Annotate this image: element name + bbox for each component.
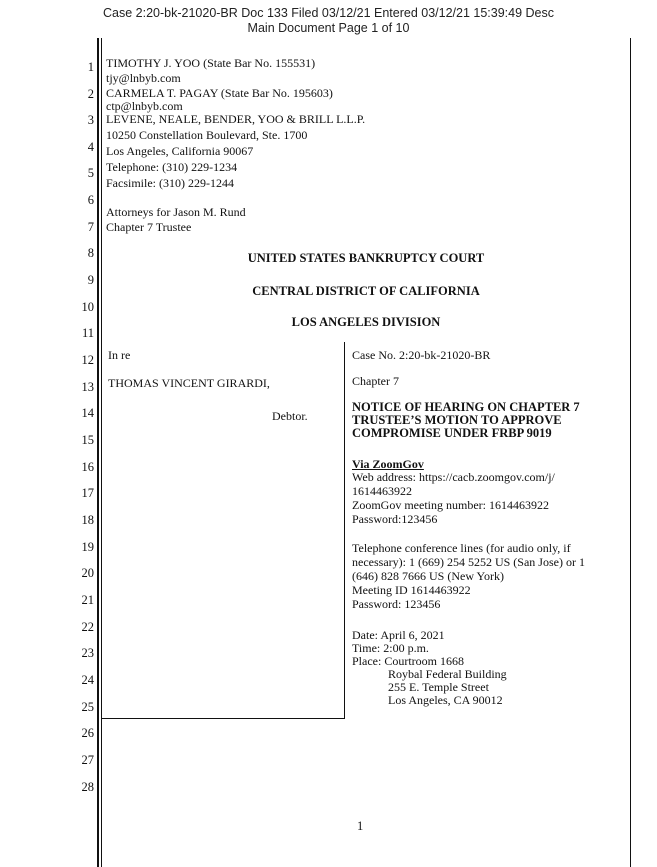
counsel-telephone: Telephone: (310) 229-1234 [106, 160, 238, 174]
debtor-label: Debtor. [272, 409, 308, 423]
line-number: 15 [81, 433, 94, 447]
telephone-line: (646) 828 7666 US (New York) [352, 569, 504, 583]
counsel-address: 10250 Constellation Boulevard, Ste. 1700 [106, 128, 308, 142]
line-number: 28 [81, 780, 94, 794]
line-number: 18 [81, 513, 94, 527]
line-number: 6 [87, 193, 94, 207]
line-number: 4 [87, 140, 94, 154]
attorneys-for: Attorneys for Jason M. Rund [106, 205, 246, 219]
hearing-date: Date: April 6, 2021 [352, 628, 445, 642]
notice-title-line: NOTICE OF HEARING ON CHAPTER 7 [352, 400, 580, 414]
counsel-firm: LEVENE, NEALE, BENDER, YOO & BRILL L.L.P. [106, 112, 366, 126]
line-number: 23 [81, 646, 94, 660]
court-district: CENTRAL DISTRICT OF CALIFORNIA [252, 284, 480, 298]
line-number: 25 [81, 700, 94, 714]
telephone-line: Telephone conference lines (for audio only, if [352, 541, 571, 555]
line-number: 11 [81, 326, 94, 340]
chapter-label: Chapter 7 [352, 374, 399, 388]
left-margin-rule [97, 38, 99, 867]
zoomgov-heading: Via ZoomGov [352, 457, 424, 471]
court-name: UNITED STATES BANKRUPTCY COURT [247, 251, 485, 265]
telephone-line: necessary): 1 (669) 254 5252 US (San Jose) or 1 [352, 555, 585, 569]
line-number: 8 [87, 246, 94, 260]
notice-title-line: COMPROMISE UNDER FRBP 9019 [352, 426, 552, 440]
case-number: Case No. 2:20-bk-21020-BR [352, 348, 491, 362]
hearing-place-city: Los Angeles, CA 90012 [388, 693, 503, 707]
counsel-line: CARMELA T. PAGAY (State Bar No. 195603) [106, 86, 333, 100]
line-number: 24 [81, 673, 94, 687]
line-number: 9 [87, 273, 94, 287]
line-number: 13 [81, 380, 94, 394]
counsel-facsimile: Facsimile: (310) 229-1244 [106, 176, 234, 190]
line-number: 2 [87, 87, 94, 101]
line-number: 10 [81, 300, 94, 314]
hearing-time: Time: 2:00 p.m. [352, 641, 429, 655]
ecf-header-line-2: Main Document Page 1 of 10 [247, 21, 410, 35]
counsel-line: TIMOTHY J. YOO (State Bar No. 155531) [106, 56, 316, 70]
meeting-id: Meeting ID 1614463922 [352, 583, 471, 597]
left-margin-rule-inner [101, 38, 102, 867]
in-re-label: In re [108, 348, 131, 362]
debtor-name: THOMAS VINCENT GIRARDI, [108, 376, 270, 390]
line-number: 27 [81, 753, 94, 767]
line-number: 12 [81, 353, 94, 367]
zoomgov-web-address-cont: 1614463922 [352, 484, 412, 498]
line-number: 5 [87, 166, 94, 180]
line-number: 22 [81, 620, 94, 634]
line-number: 26 [81, 726, 94, 740]
zoomgov-password: Password:123456 [352, 512, 438, 526]
counsel-email: tjy@lnbyb.com [106, 71, 181, 85]
line-number: 1 [87, 60, 94, 74]
caption-divider-horizontal [102, 718, 344, 719]
line-number: 7 [87, 220, 94, 234]
right-margin-rule [630, 38, 631, 867]
line-number: 19 [81, 540, 94, 554]
line-number: 17 [81, 486, 94, 500]
attorneys-role: Chapter 7 Trustee [106, 220, 192, 234]
counsel-city: Los Angeles, California 90067 [106, 144, 254, 158]
meeting-password: Password: 123456 [352, 597, 441, 611]
notice-title-line: TRUSTEE’S MOTION TO APPROVE [352, 413, 562, 427]
ecf-header-line-1: Case 2:20-bk-21020-BR Doc 133 Filed 03/12/21 Entered 03/12/21 15:39:49 Desc [103, 6, 554, 20]
line-number: 3 [87, 113, 94, 127]
court-division: LOS ANGELES DIVISION [291, 315, 441, 329]
hearing-place-street: 255 E. Temple Street [388, 680, 489, 694]
caption-divider-vertical [344, 342, 345, 719]
zoomgov-web-address: Web address: https://cacb.zoomgov.com/j/ [352, 470, 555, 484]
hearing-place: Place: Courtroom 1668 [352, 654, 464, 668]
zoomgov-meeting-number: ZoomGov meeting number: 1614463922 [352, 498, 549, 512]
counsel-email: ctp@lnbyb.com [106, 99, 183, 113]
hearing-place-building: Roybal Federal Building [388, 667, 507, 681]
line-number: 14 [81, 406, 94, 420]
line-number: 21 [81, 593, 94, 607]
line-number: 20 [81, 566, 94, 580]
page-number: 1 [357, 819, 364, 833]
line-number: 16 [81, 460, 94, 474]
